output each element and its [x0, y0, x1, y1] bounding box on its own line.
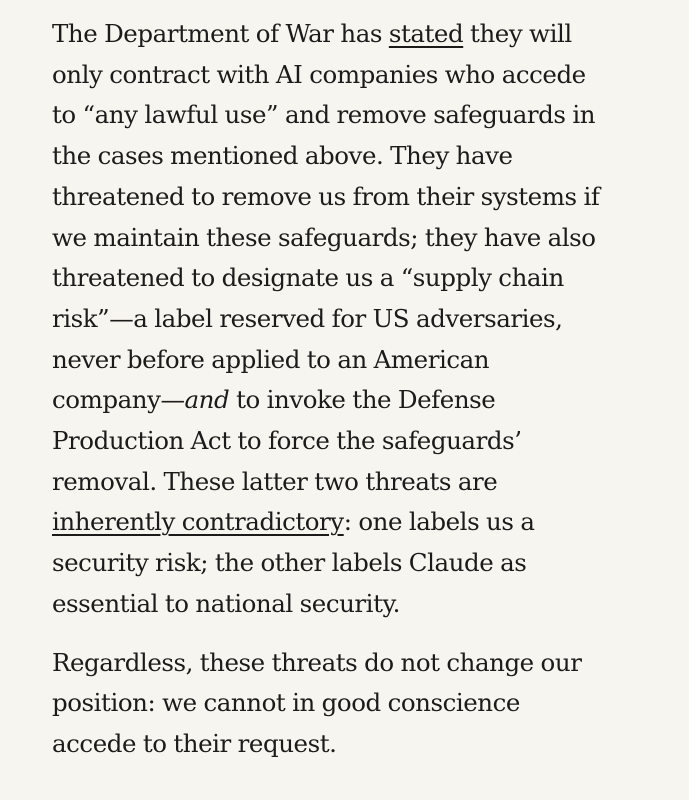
p1-line-1-text: The Department of War has: [52, 19, 389, 48]
emphasis-and: and: [184, 385, 230, 415]
p1-line-10: [52, 380, 652, 421]
p1-line-6: we maintain these safeguards; they have also: [52, 222, 596, 252]
p1-line-15: essential to national security.: [52, 588, 400, 618]
p1-line-5: threatened to remove us from their systems if: [52, 181, 600, 211]
paragraph-2: [52, 643, 652, 765]
p1-line-4: the cases mentioned above. They have: [52, 141, 513, 171]
p1-line-10-text-end: to invoke the Defense: [229, 385, 496, 415]
p1-line-1: [52, 14, 652, 55]
article-body: [52, 14, 652, 765]
inherently-contradictory-link[interactable]: inherently contradictory: [52, 507, 344, 537]
p1-line-2: only contract with AI companies who accede: [52, 59, 586, 89]
p1-line-1-text-end: they will: [463, 19, 572, 48]
p2-line-1: Regardless, these threats do not change our: [52, 647, 582, 677]
p1-line-12: removal. These latter two threats are: [52, 466, 498, 496]
p1-line-10-text: company—: [52, 385, 185, 415]
p1-line-3: to “any lawful use” and remove safeguards in: [52, 100, 596, 130]
paragraph-1: [52, 14, 652, 625]
p2-line-3: accede to their request.: [52, 728, 337, 758]
p1-line-14: security risk; the other labels Claude as: [52, 548, 527, 578]
p1-line-8: risk”—a label reserved for US adversaries,: [52, 303, 563, 333]
p1-line-11: Production Act to force the safeguards’: [52, 426, 522, 456]
p1-line-13: [52, 502, 652, 543]
p1-line-7: threatened to designate us a “supply chain: [52, 263, 564, 293]
p2-line-2: position: we cannot in good conscience: [52, 688, 520, 718]
p1-line-9: never before applied to an American: [52, 344, 490, 374]
stated-link[interactable]: stated: [388, 19, 464, 48]
p1-line-13-text-end: : one labels us a: [343, 507, 535, 537]
